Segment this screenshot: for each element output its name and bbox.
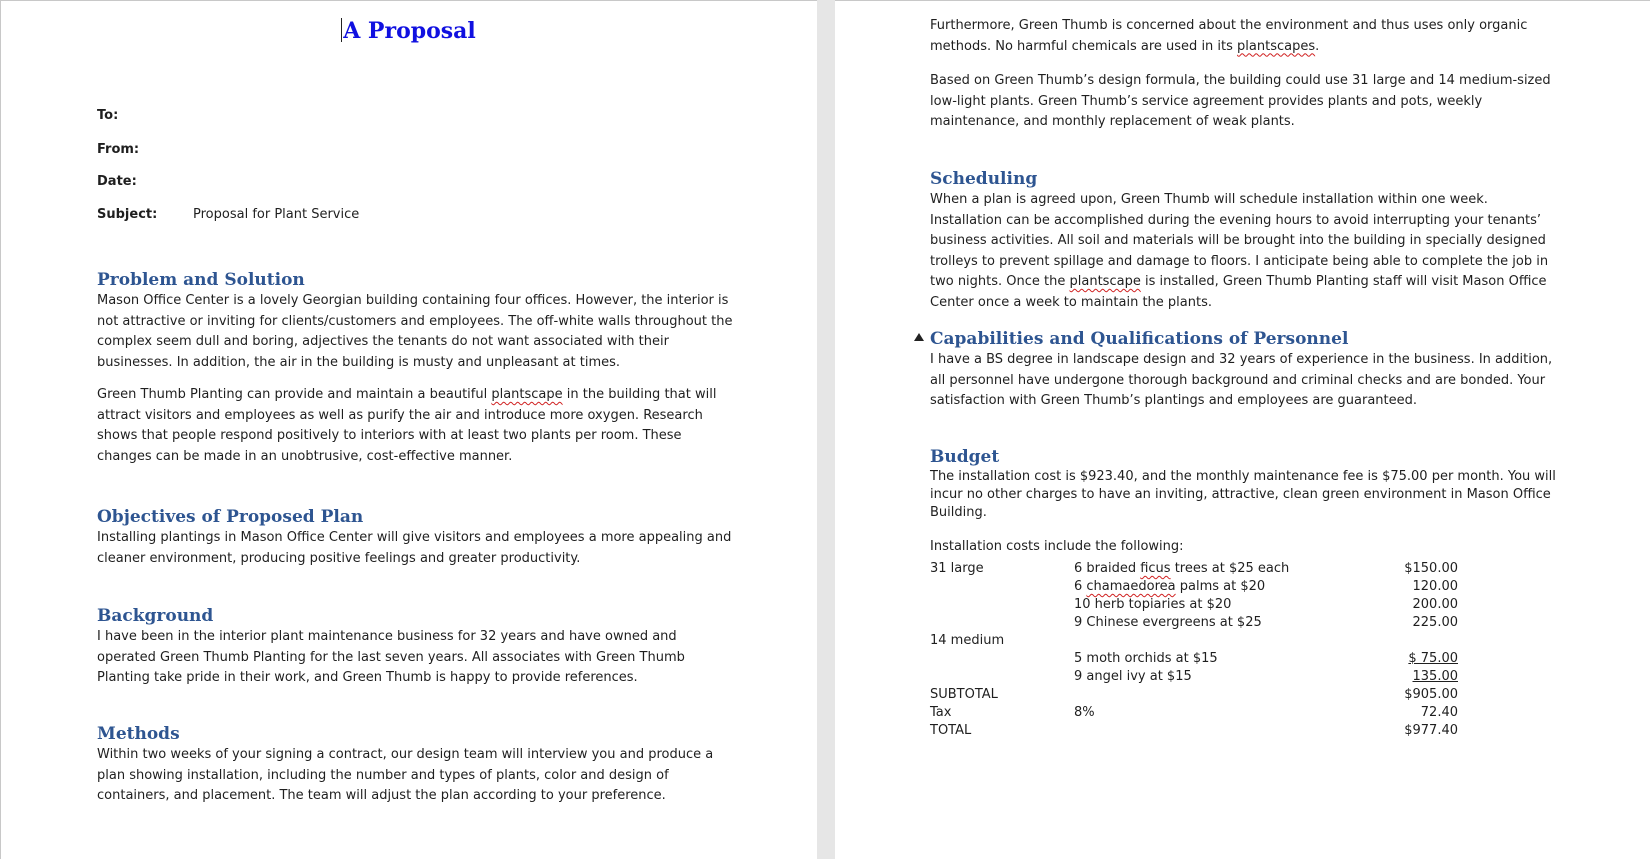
background-paragraph: I have been in the interior plant maintenance business for 32 years and have owned and operated Green Thumb Planting for the last seven years. All associates with Green Thumb Planting take pride in their work, and Green Thumb is happy to provide references. — [97, 629, 685, 685]
spelling-flag[interactable]: ficus — [1140, 561, 1171, 576]
budget-tax-rate: 8% — [1074, 705, 1095, 720]
budget-tax-label: Tax — [930, 705, 952, 720]
heading-problem: Problem and Solution — [97, 270, 305, 290]
methods-paragraph-3: Based on Green Thumb’s design formula, the building could use 31 large and 14 medium-sized low-light plants. Green Thumb’s service agreement provides plants and pots, weekly maintenance, and monthly replacement of weak plants. — [930, 73, 1551, 129]
budget-paragraph-1: The installation cost is $923.40, and the monthly maintenance fee is $75.00 per month. You will incur no other charges to have an inviting, attractive, clean green environment in Mason Office Building. — [930, 469, 1556, 520]
heading-scheduling: Scheduling — [930, 169, 1038, 189]
section-background — [97, 605, 737, 689]
spelling-flag[interactable]: chamaedorea — [1086, 579, 1176, 594]
budget-total-label: TOTAL — [930, 723, 972, 738]
budget-item-amount: 225.00 — [1412, 615, 1458, 630]
problem-paragraph-1: Mason Office Center is a lovely Georgian building containing four offices. However, the interior is not attractive or inviting for clients/customers and employees. The off-white walls throughout the complex seem dull and boring, adjectives the tenants do not want associated with their businesses. In addition, the air in the building is musty and unpleasant at times. — [97, 293, 733, 370]
objectives-paragraph: Installing plantings in Mason Office Center will give visitors and employees a more appealing and cleaner environment, producing positive feelings and greater productivity. — [97, 530, 732, 566]
section-capabilities — [930, 328, 1560, 412]
budget-total-amount: $977.40 — [1404, 723, 1458, 738]
problem-paragraph-2: Green Thumb Planting can provide and maintain a beautiful plantscape in the building that will attract visitors and employees as well as purify the air and introduce more oxygen. Research shows that people respond positively to interiors with at least two plants per room. These changes can be made in an unobtrusive, cost-effective manner. — [97, 387, 717, 464]
memo-subject-label: Subject: — [97, 207, 158, 222]
budget-item-amount: 135.00 — [1412, 669, 1458, 684]
capabilities-paragraph: I have a BS degree in landscape design and 32 years of experience in the business. In addition, all personnel have undergone thorough background and criminal checks and are bonded. Your satisfaction with Green Thumb’s plantings and employees are guaranteed. — [930, 352, 1553, 408]
budget-item-desc: 6 braided ficus trees at $25 each — [1074, 561, 1290, 576]
budget-item-desc: 6 chamaedorea palms at $20 — [1074, 579, 1266, 594]
spelling-flag[interactable]: plantscapes — [1237, 38, 1316, 54]
section-methods — [97, 723, 737, 807]
methods-continued — [930, 16, 1560, 133]
budget-large-label: 31 large — [930, 561, 984, 576]
memo-to-label: To: — [97, 108, 119, 123]
budget-medium-label: 14 medium — [930, 633, 1005, 648]
budget-item-desc: 10 herb topiaries at $20 — [1074, 597, 1232, 612]
spelling-flag[interactable]: plantscape — [491, 387, 563, 402]
budget-item-amount: 200.00 — [1412, 597, 1458, 612]
heading-capabilities: Capabilities and Qualifications of Personnel — [930, 329, 1349, 349]
budget-item-desc: 5 moth orchids at $15 — [1074, 651, 1218, 666]
section-budget — [930, 446, 1560, 558]
budget-paragraph-2: Installation costs include the following: — [930, 539, 1184, 554]
budget-item-amount: $150.00 — [1404, 561, 1458, 576]
heading-background: Background — [97, 606, 214, 626]
budget-item-desc: 9 Chinese evergreens at $25 — [1074, 615, 1262, 630]
budget-item-amount: 120.00 — [1412, 579, 1458, 594]
memo-subject-value: Proposal for Plant Service — [193, 207, 360, 222]
heading-budget: Budget — [930, 447, 1000, 467]
section-objectives — [97, 506, 737, 569]
heading-methods: Methods — [97, 724, 180, 744]
memo-date-label: Date: — [97, 174, 137, 189]
budget-tax-amount: 72.40 — [1420, 705, 1458, 720]
document-title: A Proposal — [343, 18, 476, 44]
scheduling-paragraph: When a plan is agreed upon, Green Thumb will schedule installation within one week. Installation can be accomplished during the evening hours to avoid interrupting your tenants’ business activities. All soil and materials will be brought into the building in specially designed trolleys to prevent spillage and damage to floors. I anticipate being able to complete the job in two nights. Once the plantscape is installed, Green Thumb Planting staff will visit Mason Office Center once a week to maintain the plants. — [930, 192, 1549, 310]
section-problem — [97, 269, 737, 467]
section-scheduling — [930, 168, 1560, 313]
budget-item-amount: $ 75.00 — [1408, 651, 1458, 666]
collapse-heading-icon[interactable] — [914, 333, 924, 341]
budget-subtotal-label: SUBTOTAL — [930, 687, 998, 702]
heading-objectives: Objectives of Proposed Plan — [97, 507, 364, 527]
methods-paragraph-1: Within two weeks of your signing a contract, our design team will interview you and produce a plan showing installation, including the number and types of plants, color and design of containers, and placement. The team will adjust the plan according to your preference. — [97, 747, 714, 803]
memo-from-label: From: — [97, 142, 140, 157]
budget-item-desc: 9 angel ivy at $15 — [1074, 669, 1192, 684]
spelling-flag[interactable]: plantscape — [1069, 274, 1141, 289]
budget-subtotal-amount: $905.00 — [1404, 687, 1458, 702]
methods-paragraph-2: Furthermore, Green Thumb is concerned about the environment and thus uses only organic methods. No harmful chemicals are used in its plantscapes. — [930, 18, 1528, 54]
